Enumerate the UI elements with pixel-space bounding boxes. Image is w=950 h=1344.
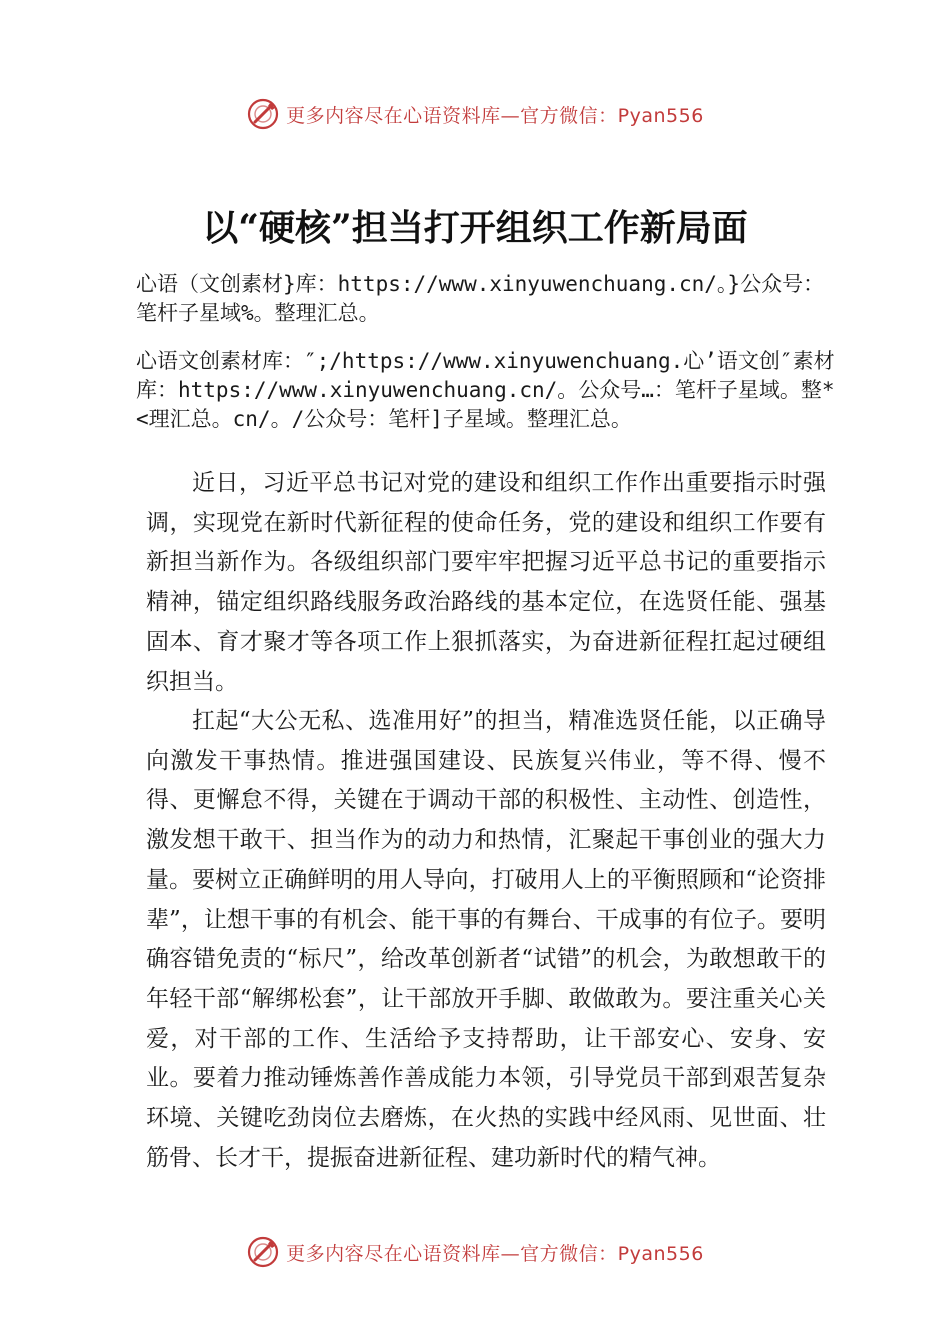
- banner-text: [286, 101, 704, 128]
- footer-watermark-banner: [0, 1232, 950, 1272]
- banner-wechat-id: Pyan556: [617, 104, 704, 127]
- brand-logo-icon: [246, 97, 280, 131]
- source-note-1: 心语（文创素材}库：https://www.xinyuwenchuang.cn/。}公众号：笔杆子星域%。整理汇总。: [136, 272, 825, 325]
- brand-logo-icon: [246, 1235, 280, 1269]
- banner-slogan: 更多内容尽在心语资料库—官方微信：: [286, 104, 618, 127]
- banner-slogan: 更多内容尽在心语资料库—官方微信：: [286, 1242, 618, 1265]
- body-paragraph-2: 扛起“大公无私、选准用好”的担当，精准选贤任能，以正确导向激发干事热情。推进强国建设、民族复兴伟业，等不得、慢不得、更懈怠不得，关键在于调动干部的积极性、主动性、创造性，激发想干敢干、担当作为的动力和热情，汇聚起干事创业的强大力量。要树立正确鲜明的用人导向，打破用人上的平衡照顾和“论资排辈”，让想干事的有机会、能干事的有舞台、干成事的有位子。要明确容错免责的“标尺”，给改革创新者“试错”的机会，为敢想敢干的年轻干部“解绑松套”，让干部放开手脚、敢做敢为。要注重关心关爱，对干部的工作、生活给予支持帮助，让干部安心、安身、安业。要着力推动锤炼善作善成能力本领，引导党员干部到艰苦复杂环境、关键吃劲岗位去磨炼，在火热的实践中经风雨、见世面、壮筋骨、长才干，提振奋进新征程、建功新时代的精气神。: [146, 708, 826, 1171]
- document-title: 以“硬核”担当打开组织工作新局面: [202, 207, 748, 249]
- header-watermark-banner: [0, 94, 950, 134]
- body-paragraph-1: 近日，习近平总书记对党的建设和组织工作作出重要指示时强调，实现党在新时代新征程的使命任务，党的建设和组织工作要有新担当新作为。各级组织部门要牢牢把握习近平总书记的重要指示精神，锚定组织路线服务政治路线的基本定位，在选贤任能、强基固本、育才聚才等各项工作上狠抓落实，为奋进新征程扛起过硬组织担当。: [146, 470, 826, 695]
- source-note-2: 心语文创素材库：″;/https://www.xinyuwenchuang.心’语文创″素材库：https://www.xinyuwenchuang.cn/。公众号…：笔杆子星域。整*<理汇总。cn/。/公众号：笔杆]子星域。整理汇总。: [136, 349, 835, 431]
- banner-wechat-id: Pyan556: [617, 1242, 704, 1265]
- banner-text: [286, 1239, 704, 1266]
